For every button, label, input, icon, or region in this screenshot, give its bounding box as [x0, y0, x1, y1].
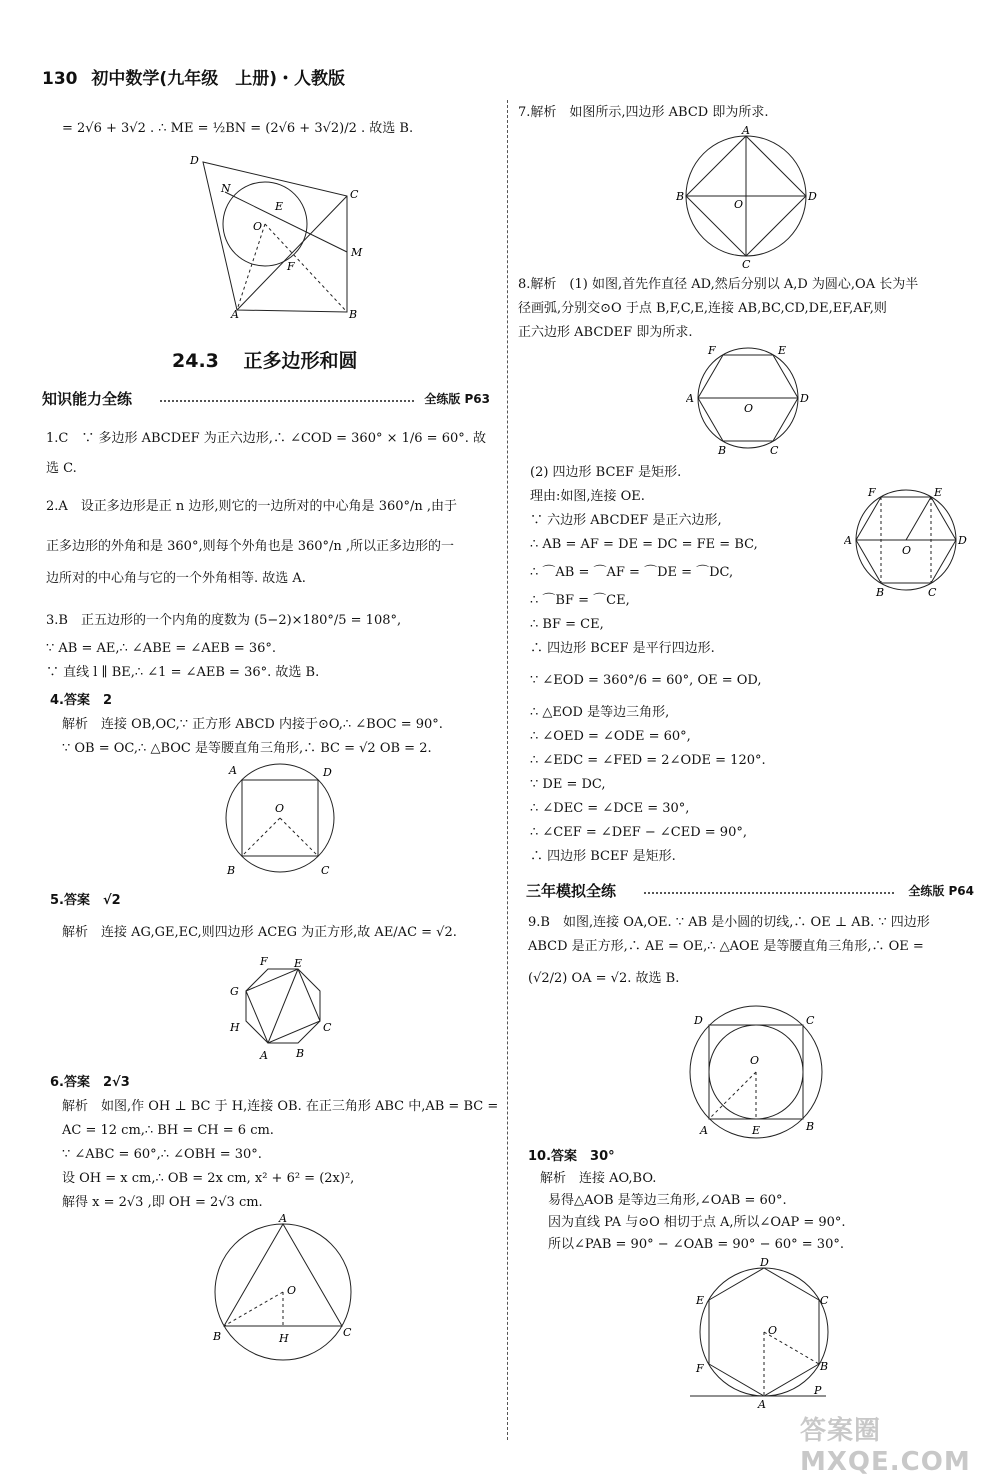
label-A: A — [231, 308, 239, 321]
label-B: B — [349, 308, 358, 321]
q5: 5.答案 √2 解析 连接 AG,GE,EC,则四边形 ACEG 为正方形,故 AE/AC = √2. — [50, 893, 457, 940]
column-divider — [507, 100, 508, 1440]
part2-ref: 全练版 P64 — [908, 884, 974, 898]
label-F: F — [696, 1362, 704, 1375]
label-A: A — [742, 124, 750, 137]
q7: 7.解析 如图所示,四边形 ABCD 即为所求. — [518, 105, 769, 120]
label-G: G — [230, 985, 239, 998]
figure-quadrilateral-circle — [185, 152, 375, 322]
q8-part1: 8.解析 (1) 如图,首先作直径 AD,然后分别以 A,D 为圆心,OA 长为半 径画弧,分别交⊙O 于点 B,F,C,E,连接 AB,BC,CD,DE,EF,AF,则 正六边形 ABCDEF 即为所求. — [518, 277, 919, 340]
figure-q8a-hexagon — [686, 340, 816, 458]
q1: 1.C ∵ 多边形 ABCDEF 为正六边形,∴ ∠COD = 360° × 1/6 = 60°. 故 选 C. — [46, 431, 487, 476]
label-D: D — [808, 190, 817, 203]
label-O: O — [275, 802, 285, 815]
q4: 4.答案 2 解析 连接 OB,OC,∵ 正方形 ABCD 内接于⊙O,∴ ∠BOC = 90°. ∵ OB = OC,∴ △BOC 是等腰直角三角形,∴ BC = √2 OB = 2. — [50, 693, 443, 756]
label-B: B — [718, 444, 727, 457]
label-B: B — [876, 586, 885, 599]
q2: 2.A 设正多边形是正 n 边形,则它的一边所对的中心角是 360°/n ,由于 正多边形的外角和是 360°,则每个外角也是 360°/n ,所以正多边形的一 边所对的中心角与它的一个外角相等. 故选 A. — [46, 499, 458, 586]
page-header — [42, 64, 345, 89]
label-A: A — [260, 1049, 268, 1062]
figure-q7-square — [676, 124, 822, 270]
label-D: D — [190, 154, 199, 167]
figure-q8b-hexagon — [844, 484, 974, 602]
label-A: A — [279, 1214, 287, 1225]
label-D: D — [694, 1014, 703, 1027]
q8-part2: (2) 四边形 BCEF 是矩形. 理由:如图,连接 OE. ∵ 六边形 ABCDEF 是正六边形, ∴ AB = AF = DE = DC = FE = BC, ∴ ⌒AB = ⌒AF = ⌒DE = ⌒DC, ∴ ⌒BF = ⌒CE, ∴ BF = CE, ∴ 四边形 BCEF 是平行四边形. ∵ ∠EOD = 360°/6 = 60°, OE = OD, ∴ △EOD 是等边三角形, ∴ ∠OED = ∠ODE = 60°, ∴ ∠EDC = ∠FED = 2∠ODE = 120°. ∵ DE = DC, ∴ ∠DEC = ∠DCE = 30°, ∴ ∠CEF = ∠DEF − ∠CED = 90°, ∴ 四边形 BCEF 是矩形. — [530, 465, 766, 864]
label-D: D — [800, 392, 809, 405]
figure-q4-square — [215, 760, 345, 882]
figure-q6-triangle — [205, 1214, 365, 1364]
label-B: B — [676, 190, 685, 203]
label-C: C — [321, 864, 330, 877]
label-O: O — [750, 1054, 760, 1067]
label-E: E — [696, 1294, 705, 1307]
figure-q9-squares — [688, 1004, 828, 1140]
section-number: 24.3 — [172, 350, 219, 372]
q9: 9.B 如图,连接 OA,OE. ∵ AB 是小圆的切线,∴ OE ⊥ AB. ∵ 四边形 ABCD 是正方形,∴ AE = OE,∴ △AOE 是等腰直角三角形,∴ OE = (√2/2) OA = √2. 故选 B. — [528, 915, 930, 986]
label-O: O — [744, 402, 754, 415]
label-C: C — [820, 1294, 829, 1307]
part1-bar — [42, 388, 490, 410]
part2-title: 三年模拟全练 — [526, 882, 617, 900]
part1-leader — [160, 400, 414, 402]
label-H: H — [279, 1332, 289, 1345]
label-B: B — [213, 1330, 222, 1343]
label-B: B — [820, 1360, 829, 1373]
label-H: H — [230, 1021, 240, 1034]
label-C: C — [350, 188, 359, 201]
label-B: B — [227, 864, 236, 877]
label-P: P — [814, 1384, 822, 1397]
label-C: C — [343, 1326, 352, 1339]
label-D: D — [958, 534, 967, 547]
label-B: B — [806, 1120, 815, 1133]
q10: 10.答案 30° 解析 连接 AO,BO. 易得△AOB 是等边三角形,∠OAB = 60°. 因为直线 PA 与⊙O 相切于点 A,所以∠OAP = 90°. 所以∠PAB = 90° − ∠OAB = 90° − 60° = 30°. — [528, 1149, 846, 1252]
figure-q5-octagon — [228, 955, 338, 1067]
label-M: M — [351, 246, 363, 259]
label-C: C — [323, 1021, 332, 1034]
label-D: D — [323, 766, 332, 779]
label-C: C — [770, 444, 779, 457]
label-C: C — [806, 1014, 815, 1027]
part1-title: 知识能力全练 — [42, 388, 136, 409]
label-E: E — [275, 200, 284, 213]
label-B: B — [296, 1047, 305, 1060]
label-C: C — [928, 586, 937, 599]
label-O: O — [902, 544, 912, 557]
label-E: E — [294, 957, 303, 970]
label-A: A — [758, 1398, 766, 1408]
book-title: 初中数学(九年级 上册)・人教版 — [91, 69, 345, 89]
part2-leader — [644, 892, 894, 894]
carry-over-line: = 2√6 + 3√2 . ∴ ME = ½BN = (2√6 + 3√2)/2 . 故选 B. — [62, 121, 414, 136]
section-name: 正多边形和圆 — [243, 350, 358, 372]
figure-q10-hexagon — [690, 1258, 840, 1408]
label-A: A — [844, 534, 852, 547]
label-E: E — [934, 486, 943, 499]
label-F: F — [260, 955, 268, 968]
label-F: F — [708, 344, 716, 357]
label-A: A — [229, 764, 237, 777]
page-number: 130 — [42, 69, 78, 89]
part1-ref: 全练版 P63 — [424, 392, 490, 406]
label-E: E — [752, 1124, 761, 1137]
label-O: O — [287, 1284, 297, 1297]
section-title — [172, 346, 358, 373]
label-O: O — [768, 1324, 778, 1337]
label-O: O — [734, 198, 744, 211]
label-F: F — [287, 260, 295, 273]
label-E: E — [778, 344, 787, 357]
part2-bar — [526, 880, 974, 902]
label-A: A — [686, 392, 694, 405]
label-N: N — [221, 182, 231, 195]
label-A: A — [700, 1124, 708, 1137]
label-F: F — [868, 486, 876, 499]
q3: 3.B 正五边形的一个内角的度数为 (5−2)×180°/5 = 108°, ∵ AB = AE,∴ ∠ABE = ∠AEB = 36°. ∵ 直线 l ∥ BE,∴ ∠1 = ∠AEB = 36°. 故选 B. — [46, 613, 402, 680]
watermark: 答案圈 MXQE.COM — [800, 1416, 971, 1477]
label-D: D — [760, 1258, 769, 1269]
label-O: O — [253, 220, 263, 233]
label-C: C — [742, 258, 751, 270]
q6: 6.答案 2√3 解析 如图,作 OH ⊥ BC 于 H,连接 OB. 在正三角形 ABC 中,AB = BC = AC = 12 cm,∴ BH = CH = 6 cm. ∵ ∠ABC = 60°,∴ ∠OBH = 30°. 设 OH = x cm,∴ OB = 2x cm, x² + 6² = (2x)², 解得 x = 2√3 ,即 OH = 2√3 cm. — [50, 1075, 499, 1210]
